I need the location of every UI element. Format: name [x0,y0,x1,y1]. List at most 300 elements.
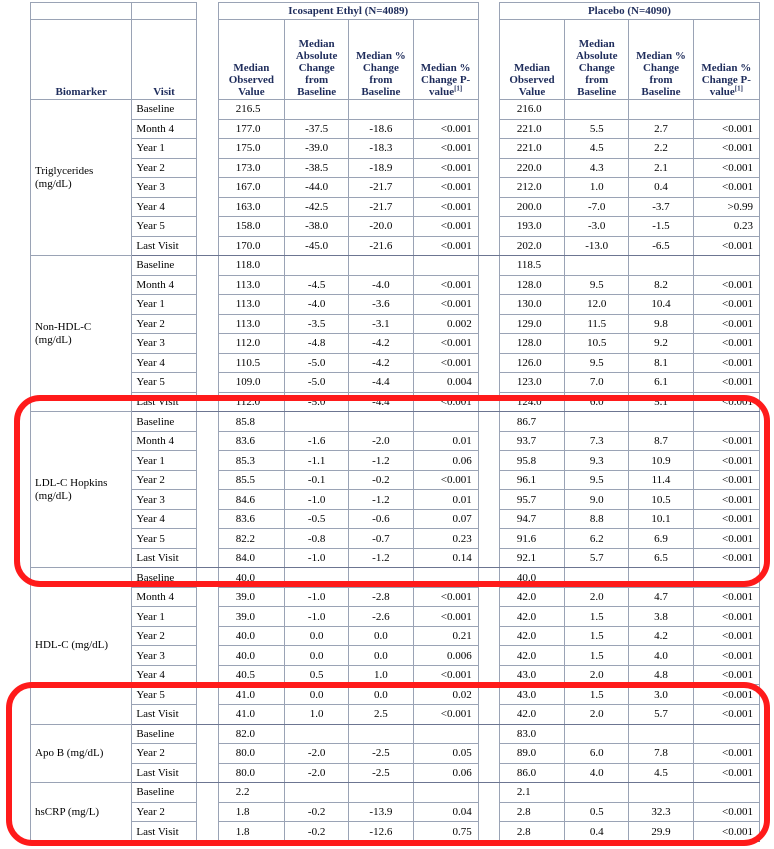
placebo-abs-change: 4.5 [565,139,629,159]
icosapent-pct-change: -3.6 [349,295,413,315]
placebo-abs-change [565,724,629,744]
biomarker-table [30,2,760,842]
icosapent-pct-change [349,100,413,120]
column-gap [196,3,218,20]
visit-label: Baseline [132,724,196,744]
icosapent-abs-change: 0.0 [285,685,349,705]
column-gap [196,20,218,100]
placebo-observed-value: 2.8 [499,822,564,842]
icosapent-pct-change: -2.0 [349,431,413,451]
icosapent-pct-change: 0.0 [349,685,413,705]
visit-label: Last Visit [132,236,196,256]
placebo-observed-value: 43.0 [499,665,564,685]
icosapent-abs-change: -4.0 [285,295,349,315]
placebo-observed-value: 118.5 [499,256,564,276]
placebo-pct-change: 9.8 [629,314,693,334]
table-body [31,100,760,842]
table-row [31,119,760,139]
icosapent-pct-change: -2.8 [349,587,413,607]
placebo-pct-change: 0.4 [629,178,693,198]
table-row [31,548,760,568]
icosapent-pct-change [349,412,413,432]
icosapent-p-value: 0.05 [413,744,478,764]
placebo-p-value [693,568,759,588]
p-value-label: Median % Change P-value [701,62,752,98]
placebo-abs-change: -13.0 [565,236,629,256]
visit-label: Year 2 [132,314,196,334]
icosapent-abs-change: -1.0 [285,548,349,568]
icosapent-observed-value: 40.5 [218,665,284,685]
placebo-observed-value: 212.0 [499,178,564,198]
table-row [31,568,760,588]
table-row [31,802,760,822]
column-gap [478,373,499,393]
placebo-pct-change: 3.8 [629,607,693,627]
visit-label: Month 4 [132,119,196,139]
placebo-p-value: <0.001 [693,509,759,529]
icosapent-observed-value: 84.0 [218,548,284,568]
table-row [31,334,760,354]
icosapent-abs-change: 0.5 [285,665,349,685]
placebo-p-value: <0.001 [693,607,759,627]
visit-label: Year 4 [132,665,196,685]
placebo-abs-change: -3.0 [565,217,629,237]
icosapent-p-value: 0.02 [413,685,478,705]
icosapent-p-value: <0.001 [413,197,478,217]
biomarker-name: Triglycerides (mg/dL) [31,100,132,256]
placebo-abs-change: 1.0 [565,178,629,198]
placebo-observed-value: 96.1 [499,470,564,490]
icosapent-p-value: 0.06 [413,763,478,783]
placebo-pct-change: 6.5 [629,548,693,568]
placebo-pct-change: 10.5 [629,490,693,510]
icosapent-abs-change: -0.2 [285,822,349,842]
icosapent-pct-change: -4.4 [349,392,413,412]
icosapent-abs-change [285,724,349,744]
icosapent-abs-change: -42.5 [285,197,349,217]
placebo-p-value: <0.001 [693,822,759,842]
placebo-observed-value: 40.0 [499,568,564,588]
icosapent-abs-change: -44.0 [285,178,349,198]
visit-label: Year 3 [132,490,196,510]
column-gap [196,548,218,568]
placebo-pct-change: 8.2 [629,275,693,295]
icosapent-pct-change: -18.3 [349,139,413,159]
icosapent-observed-value: 41.0 [218,704,284,724]
placebo-abs-change: 5.7 [565,548,629,568]
column-gap [478,334,499,354]
placebo-pct-change [629,783,693,803]
placebo-pct-change: 11.4 [629,470,693,490]
icosapent-observed-value: 173.0 [218,158,284,178]
icosapent-abs-change [285,256,349,276]
visit-label: Year 4 [132,197,196,217]
visit-label: Year 2 [132,802,196,822]
icosapent-p-value: 0.002 [413,314,478,334]
placebo-observed-value: 86.0 [499,763,564,783]
placebo-observed-value: 130.0 [499,295,564,315]
placebo-pct-change: 5.1 [629,392,693,412]
icosapent-p-value: 0.23 [413,529,478,549]
column-gap [196,100,218,120]
placebo-p-value: 0.23 [693,217,759,237]
table-row [31,353,760,373]
column-gap [196,763,218,783]
icosapent-observed-value: 80.0 [218,744,284,764]
visit-label: Baseline [132,412,196,432]
icosapent-abs-change: -38.5 [285,158,349,178]
icosapent-observed-value: 83.6 [218,431,284,451]
visit-label: Baseline [132,783,196,803]
column-gap [478,197,499,217]
table-row [31,763,760,783]
column-gap [196,178,218,198]
visit-label: Year 1 [132,295,196,315]
placebo-p-value: <0.001 [693,529,759,549]
icosapent-abs-change: -5.0 [285,392,349,412]
placebo-p-value: <0.001 [693,236,759,256]
table-row [31,646,760,666]
placebo-pct-change: -1.5 [629,217,693,237]
visit-label: Year 1 [132,607,196,627]
placebo-p-value: <0.001 [693,548,759,568]
table-row [31,256,760,276]
icosapent-p-value [413,256,478,276]
icosapent-pct-change: -4.4 [349,373,413,393]
placebo-observed-value: 200.0 [499,197,564,217]
icosapent-abs-change: -2.0 [285,763,349,783]
visit-label: Year 4 [132,353,196,373]
placebo-p-value: <0.001 [693,744,759,764]
column-gap [478,529,499,549]
placebo-p-value: <0.001 [693,587,759,607]
placebo-pct-change: 6.9 [629,529,693,549]
column-gap [196,685,218,705]
visit-label: Year 2 [132,626,196,646]
col-header-visit: Visit [132,20,196,100]
icosapent-abs-change [285,412,349,432]
column-gap [478,236,499,256]
visit-label: Year 2 [132,744,196,764]
placebo-observed-value: 220.0 [499,158,564,178]
placebo-p-value: <0.001 [693,704,759,724]
visit-label: Month 4 [132,431,196,451]
column-gap [478,509,499,529]
column-gap [478,158,499,178]
placebo-observed-value: 95.8 [499,451,564,471]
visit-label: Year 5 [132,685,196,705]
placebo-abs-change: 6.2 [565,529,629,549]
placebo-observed-value: 42.0 [499,587,564,607]
col-header-abs-change: Median Absolute Change from Baseline [565,20,629,100]
icosapent-pct-change: -21.7 [349,197,413,217]
placebo-pct-change [629,568,693,588]
placebo-pct-change: -3.7 [629,197,693,217]
icosapent-observed-value: 82.0 [218,724,284,744]
icosapent-observed-value: 39.0 [218,587,284,607]
placebo-abs-change [565,568,629,588]
placebo-observed-value: 2.8 [499,802,564,822]
table-row [31,217,760,237]
placebo-pct-change [629,724,693,744]
col-header-p-value [413,20,478,100]
column-gap [478,353,499,373]
icosapent-pct-change: -1.2 [349,451,413,471]
placebo-abs-change: 2.0 [565,587,629,607]
placebo-abs-change: 0.4 [565,822,629,842]
icosapent-observed-value: 177.0 [218,119,284,139]
column-gap [196,665,218,685]
icosapent-abs-change [285,783,349,803]
icosapent-pct-change: 1.0 [349,665,413,685]
visit-label: Year 3 [132,334,196,354]
placebo-p-value: <0.001 [693,275,759,295]
column-gap [196,568,218,588]
table-row [31,626,760,646]
table-row [31,783,760,803]
icosapent-pct-change: -0.2 [349,470,413,490]
placebo-abs-change: 6.0 [565,744,629,764]
column-gap [196,392,218,412]
column-gap [478,100,499,120]
placebo-pct-change: 29.9 [629,822,693,842]
placebo-abs-change: 1.5 [565,626,629,646]
column-gap [478,20,499,100]
icosapent-abs-change: 0.0 [285,626,349,646]
icosapent-observed-value: 39.0 [218,607,284,627]
icosapent-observed-value: 175.0 [218,139,284,159]
placebo-p-value: <0.001 [693,295,759,315]
placebo-p-value: <0.001 [693,626,759,646]
icosapent-observed-value: 80.0 [218,763,284,783]
icosapent-abs-change: -37.5 [285,119,349,139]
icosapent-abs-change: -0.1 [285,470,349,490]
header-blank [31,3,132,20]
placebo-abs-change: 9.5 [565,470,629,490]
placebo-observed-value: 42.0 [499,626,564,646]
icosapent-abs-change: -2.0 [285,744,349,764]
column-gap [196,295,218,315]
icosapent-abs-change: -1.1 [285,451,349,471]
col-header-biomarker: Biomarker [31,20,132,100]
placebo-pct-change: 10.4 [629,295,693,315]
placebo-pct-change: 8.7 [629,431,693,451]
placebo-p-value: <0.001 [693,646,759,666]
placebo-abs-change: -7.0 [565,197,629,217]
icosapent-pct-change: 2.5 [349,704,413,724]
column-gap [196,256,218,276]
icosapent-p-value: 0.01 [413,490,478,510]
column-gap [196,431,218,451]
placebo-p-value: <0.001 [693,802,759,822]
placebo-pct-change [629,256,693,276]
icosapent-pct-change: 0.0 [349,646,413,666]
col-header-abs-change: Median Absolute Change from Baseline [285,20,349,100]
icosapent-p-value: 0.004 [413,373,478,393]
icosapent-pct-change: 0.0 [349,626,413,646]
table-row [31,236,760,256]
column-gap [196,236,218,256]
placebo-observed-value: 94.7 [499,509,564,529]
column-gap [196,353,218,373]
placebo-pct-change: -6.5 [629,236,693,256]
icosapent-p-value [413,412,478,432]
placebo-observed-value: 126.0 [499,353,564,373]
column-gap [478,763,499,783]
icosapent-pct-change: -4.0 [349,275,413,295]
icosapent-p-value: <0.001 [413,236,478,256]
column-gap [196,607,218,627]
placebo-pct-change: 3.0 [629,685,693,705]
table-row [31,373,760,393]
placebo-pct-change: 4.2 [629,626,693,646]
placebo-abs-change: 1.5 [565,646,629,666]
p-value-label: Median % Change P-value [420,62,471,98]
icosapent-pct-change: -0.7 [349,529,413,549]
table-row [31,451,760,471]
placebo-observed-value: 91.6 [499,529,564,549]
icosapent-observed-value: 170.0 [218,236,284,256]
icosapent-pct-change: -1.2 [349,548,413,568]
icosapent-abs-change: -38.0 [285,217,349,237]
column-gap [196,587,218,607]
icosapent-observed-value: 40.0 [218,646,284,666]
placebo-p-value: <0.001 [693,490,759,510]
col-header-observed: Median Observed Value [499,20,564,100]
icosapent-abs-change: -5.0 [285,373,349,393]
biomarker-name: HDL-C (mg/dL) [31,568,132,724]
icosapent-pct-change: -18.9 [349,158,413,178]
biomarker-name: Apo B (mg/dL) [31,724,132,783]
placebo-observed-value: 221.0 [499,139,564,159]
table-row [31,158,760,178]
icosapent-p-value: <0.001 [413,217,478,237]
table-row [31,490,760,510]
placebo-p-value: <0.001 [693,353,759,373]
placebo-abs-change [565,100,629,120]
icosapent-p-value: <0.001 [413,295,478,315]
column-gap [478,217,499,237]
placebo-observed-value: 193.0 [499,217,564,237]
icosapent-observed-value: 82.2 [218,529,284,549]
column-gap [196,139,218,159]
column-gap [478,822,499,842]
column-gap [478,470,499,490]
column-gap [196,724,218,744]
placebo-p-value: <0.001 [693,373,759,393]
placebo-p-value: <0.001 [693,665,759,685]
column-gap [478,3,499,20]
icosapent-pct-change: -2.5 [349,744,413,764]
placebo-pct-change: 6.1 [629,373,693,393]
icosapent-pct-change: -0.6 [349,509,413,529]
col-header-p-value [693,20,759,100]
column-gap [196,802,218,822]
icosapent-p-value: 0.01 [413,431,478,451]
placebo-p-value: <0.001 [693,451,759,471]
column-gap [196,529,218,549]
icosapent-p-value: 0.07 [413,509,478,529]
icosapent-pct-change: -18.6 [349,119,413,139]
icosapent-pct-change: -2.5 [349,763,413,783]
icosapent-p-value: <0.001 [413,392,478,412]
column-gap [478,626,499,646]
biomarker-name: LDL-C Hopkins (mg/dL) [31,412,132,568]
placebo-p-value: <0.001 [693,392,759,412]
column-gap [196,412,218,432]
placebo-abs-change: 11.5 [565,314,629,334]
visit-label: Year 1 [132,451,196,471]
placebo-pct-change: 2.7 [629,119,693,139]
icosapent-p-value: 0.21 [413,626,478,646]
icosapent-abs-change: -39.0 [285,139,349,159]
placebo-abs-change: 0.5 [565,802,629,822]
icosapent-abs-change: -3.5 [285,314,349,334]
icosapent-observed-value: 112.0 [218,392,284,412]
visit-label: Last Visit [132,548,196,568]
visit-label: Baseline [132,568,196,588]
icosapent-observed-value: 167.0 [218,178,284,198]
placebo-pct-change: 10.1 [629,509,693,529]
column-gap [196,490,218,510]
icosapent-p-value: 0.06 [413,451,478,471]
icosapent-pct-change [349,783,413,803]
placebo-abs-change: 7.3 [565,431,629,451]
column-gap [196,783,218,803]
table-row [31,704,760,724]
icosapent-observed-value: 112.0 [218,334,284,354]
placebo-observed-value: 202.0 [499,236,564,256]
icosapent-p-value: <0.001 [413,119,478,139]
table-row [31,431,760,451]
placebo-observed-value: 43.0 [499,685,564,705]
footnote-marker: [1] [734,84,743,93]
icosapent-pct-change: -13.9 [349,802,413,822]
icosapent-abs-change [285,100,349,120]
placebo-abs-change: 10.5 [565,334,629,354]
table-row [31,470,760,490]
icosapent-p-value [413,783,478,803]
icosapent-pct-change: -4.2 [349,353,413,373]
icosapent-observed-value: 2.2 [218,783,284,803]
footnote-marker: [1] [454,84,463,93]
column-gap [196,509,218,529]
biomarker-name: hsCRP (mg/L) [31,783,132,842]
icosapent-p-value [413,100,478,120]
column-gap [196,334,218,354]
icosapent-abs-change: -0.5 [285,509,349,529]
visit-label: Year 5 [132,373,196,393]
col-header-observed: Median Observed Value [218,20,284,100]
icosapent-abs-change: -1.0 [285,607,349,627]
placebo-observed-value: 93.7 [499,431,564,451]
icosapent-pct-change: -12.6 [349,822,413,842]
column-gap [478,548,499,568]
icosapent-observed-value: 85.5 [218,470,284,490]
placebo-abs-change: 5.5 [565,119,629,139]
icosapent-abs-change: -1.6 [285,431,349,451]
placebo-observed-value: 124.0 [499,392,564,412]
visit-label: Year 3 [132,646,196,666]
column-gap [478,178,499,198]
placebo-p-value [693,100,759,120]
placebo-abs-change: 8.8 [565,509,629,529]
icosapent-p-value: <0.001 [413,353,478,373]
column-gap [196,314,218,334]
icosapent-observed-value: 110.5 [218,353,284,373]
visit-label: Year 3 [132,178,196,198]
placebo-abs-change: 9.0 [565,490,629,510]
